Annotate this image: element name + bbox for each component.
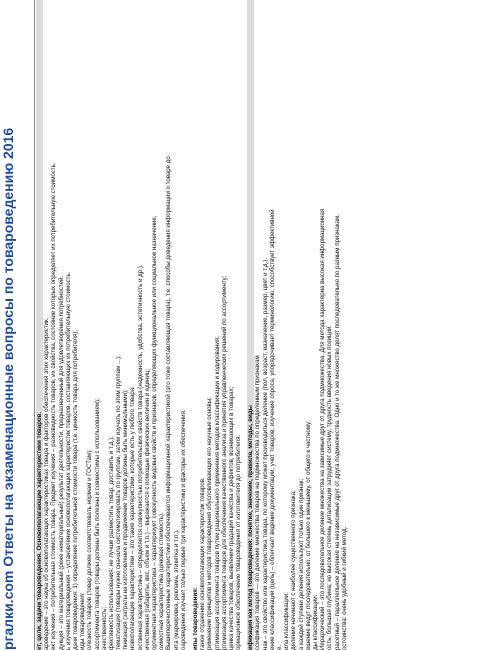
text-line: ичественная (габариты, вес, объем и т.п.) – выражается с помощью физических величин и единиц; (143, 368, 151, 650)
text-line: а каждой ступени деления используют только один признак; (297, 478, 305, 650)
document-body (36, 0, 348, 650)
text-line: ароведение – это наука об основополагающих характеристиках товара и факторов обеспечения этих характеристик. (43, 317, 51, 650)
text-line: ект изучения – потребительная стоимость товара. Предмет изучения – разновидность товаров, их свойства, состояние которых определяет их потребительную стоимость. (50, 162, 58, 650)
text-line: оароведение изучает только первые три характеристики и факторы их обеспечения. (179, 409, 187, 650)
text-line: ормационное обеспечение товароведения от изготовителя до потребителя. (235, 434, 243, 650)
text-line: ита (маркировка, реклама, этикетка и т.п.). (172, 529, 180, 650)
section-heading: ификация как метод товароведения: понятие, значение, правила, методы, виды (247, 0, 254, 650)
text-line: рименение принципов и методов товароведения обусловливающих его научные основы; (206, 397, 214, 650)
text-line: олезность товаров (товар должен соответствовать нормам и ГОСТам); (86, 449, 94, 650)
section-3-lines (254, 0, 347, 650)
section-2-lines (199, 0, 242, 650)
text-line: Вышеперечисленные характеристики обеспечиваются информационной характеристикой (это тоже составляющая товара), т.е. способы доведения информации о товаре до (165, 156, 173, 650)
section-heading: ет, цели, задачи товароведения. Основополагающие характеристики товаров. (36, 0, 43, 650)
text-line: ассортимента товаров (товары должны быть полезны и совместимы с использованием); (93, 398, 101, 650)
text-line: тематизация (товары нужно сначала систематизировать по группам, затем изучать по этим группам ...); (115, 355, 123, 650)
section-1-lines (43, 0, 187, 650)
text-line: нак – это свойство или характеристика товара, по которому может производиться деление (пол, возраст, назначение, размер, цвет и т.д.). (261, 258, 269, 650)
text-line: ртимизация ассортимента товаров путем рационального применения методов классификации и кодирования; (213, 336, 221, 650)
document-title: ргалки.com Ответы на экзаменационные вопросы по товароведению 2016 (0, 127, 16, 650)
text-line: ачественность; (100, 606, 108, 650)
text-line: ественная характеристика – определяется совокупностью потребительских свойств товара (надежность, удобства, эстетичность и др.). (136, 264, 144, 650)
title-divider (34, 0, 35, 650)
text-line: фективность использования: не лучше разместить товар, доставить и т.д.); (107, 436, 115, 650)
text-line: ссификация товаров — это деление множества товаров на подмножества по определенным признакам (254, 355, 262, 650)
text-line: ды классификации: (311, 594, 319, 650)
text-line: ртимизация ассортимента товаров для обеспечения качественного анализа и принятия управленческих решений по ассортименту; (220, 275, 228, 650)
text-line: деление начинают с наиболее существенного признака; (290, 490, 298, 650)
text-line: ценка качества товаров, выявление градаций качества и дефектов, возникающих в товарах; (227, 386, 235, 650)
section-heading: ипы товароведения: (191, 587, 199, 650)
text-line: ь изучения товароведения – установление основополагающих характеристик товаров, составляющих их потребительную стоимость. (64, 271, 72, 650)
text-line: ортиментная характеристика – характеризует совокупность видовых свойств и признаков, определяющих функциональное или социальное назначение, (151, 215, 158, 650)
text-line: ешение ведут последовательно: от большего к меньшему, от общего к частному; (304, 420, 312, 650)
text-line: расетный – параллельное деление на независимые друг от друга подмножества. Одно и то же множество делят последовательно по разным признакам. (333, 214, 341, 650)
text-line: ткнизация (затраты на изготовление и продвижение товаров должны быть минимальными); (122, 389, 130, 650)
text-line: дукция – это материальный (реже нематериальный) результат деятельности, предназначенный для удовлетворения потребностей. (57, 275, 65, 650)
text-line: ость, большая глубина; но высокая степень детализации затрудняет систему, трудность введения новых позиций. (326, 325, 334, 650)
text-line: иды товароведения: (79, 592, 87, 650)
text-line: новополагающие характеристики – это такие характеристики, которые есть у любого товара: (129, 386, 137, 650)
text-line: е. (276, 644, 283, 650)
text-line: ение классификации (цель) – облегчает ведение документации, учет товаров, изучение спроса, упорядочивает терминологию, способствует эффективной (268, 209, 276, 650)
text-line: ила классификации: (283, 592, 291, 650)
text-line: дачи товароведения: 1) определение потребительной стоимости товара (т.е. ценность товара для потребителя); (71, 330, 79, 650)
text-line: оимостная характеристика (ценовая стоимость). (158, 512, 166, 650)
text-line: Иерархический – это последовательное деление множества на зависимые друг от друга подмножества. Для метода характерна высокая информационная (319, 208, 327, 650)
text-line: ганое отражение основополагающих характеристик товаров. (199, 477, 207, 650)
text-line: остоинства: очень удобный и гибкий метод. (340, 526, 348, 650)
